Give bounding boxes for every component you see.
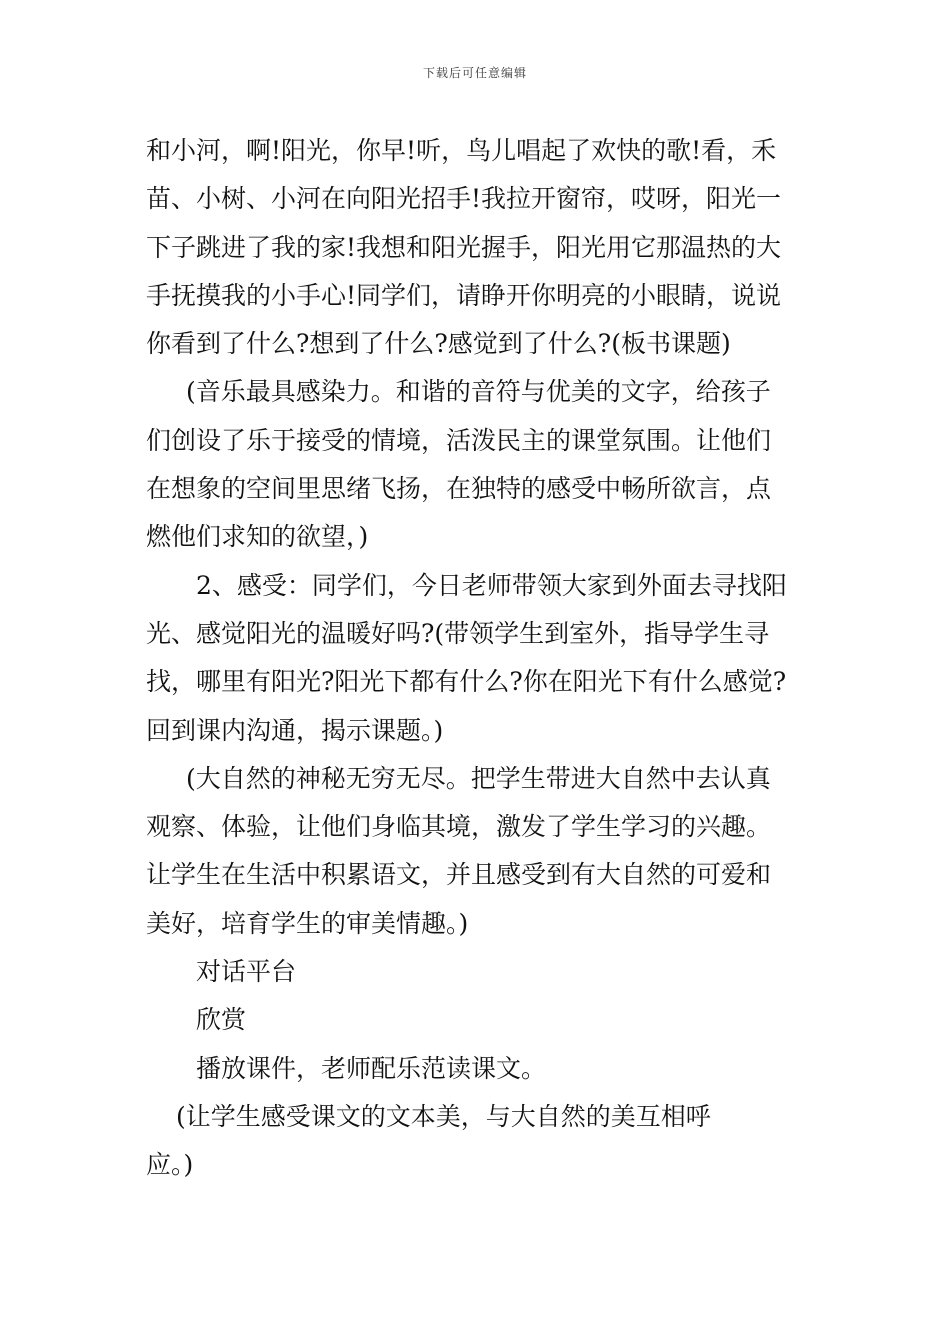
section-heading: 对话平台	[196, 957, 297, 987]
text-line: (让学生感受课文的文本美，与大自然的美互相呼	[176, 1101, 711, 1131]
text-line: 们创设了乐于接受的情境，活泼民主的课堂氛围。让他们	[146, 425, 772, 455]
text-line: 和小河，啊!阳光，你早!听，鸟儿唱起了欢快的歌!看，禾	[146, 136, 777, 165]
paragraph-1	[146, 127, 808, 368]
text-line: 应。)	[146, 1150, 194, 1180]
text-line: 播放课件，老师配乐范读课文。	[196, 1053, 547, 1083]
text-line: 下子跳进了我的家!我想和阳光握手，阳光用它那温热的大	[146, 232, 782, 262]
paragraph-8	[146, 1093, 808, 1190]
paragraph-4	[146, 755, 808, 948]
section-subheading: 欣赏	[196, 1005, 247, 1035]
paragraph-5	[146, 948, 808, 996]
text-line: (音乐最具感染力。和谐的音符与优美的文字，给孩子	[186, 377, 771, 407]
paragraph-6	[146, 996, 808, 1044]
text-line: 找，哪里有阳光?阳光下都有什么?你在阳光下有什么感觉?	[146, 667, 787, 697]
text-line: 观察、体验，让他们身临其境，激发了学生学习的兴趣。	[146, 812, 772, 842]
text-line: 2、感受：同学们，今日老师带领大家到外面去寻找阳	[196, 570, 787, 600]
text-line: 让学生在生活中积累语文，并且感受到有大自然的可爱和	[146, 860, 772, 890]
text-line: 美好，培育学生的审美情趣。)	[146, 908, 469, 938]
paragraph-7	[146, 1045, 808, 1093]
paragraph-3	[146, 562, 808, 755]
paragraph-2	[146, 368, 808, 561]
document-body	[146, 127, 808, 1190]
page-header: 下载后可任意编辑	[422, 66, 527, 80]
text-line: 手抚摸我的小手心!同学们，请睁开你明亮的小眼睛，说说	[146, 280, 782, 310]
text-line: 你看到了什么?想到了什么?感觉到了什么?(板书课题)	[146, 329, 731, 359]
text-line: 在想象的空间里思绪飞扬，在独特的感受中畅所欲言，点	[146, 474, 772, 504]
text-line: 苗、小树、小河在向阳光招手!我拉开窗帘，哎呀，阳光一	[146, 184, 782, 214]
text-line: 燃他们求知的欲望，)	[146, 522, 369, 552]
text-line: 回到课内沟通，揭示课题。)	[146, 715, 444, 745]
text-line: 光、感觉阳光的温暖好吗?(带领学生到室外，指导学生寻	[146, 618, 770, 648]
text-line: (大自然的神秘无穷无尽。把学生带进大自然中去认真	[186, 763, 771, 793]
